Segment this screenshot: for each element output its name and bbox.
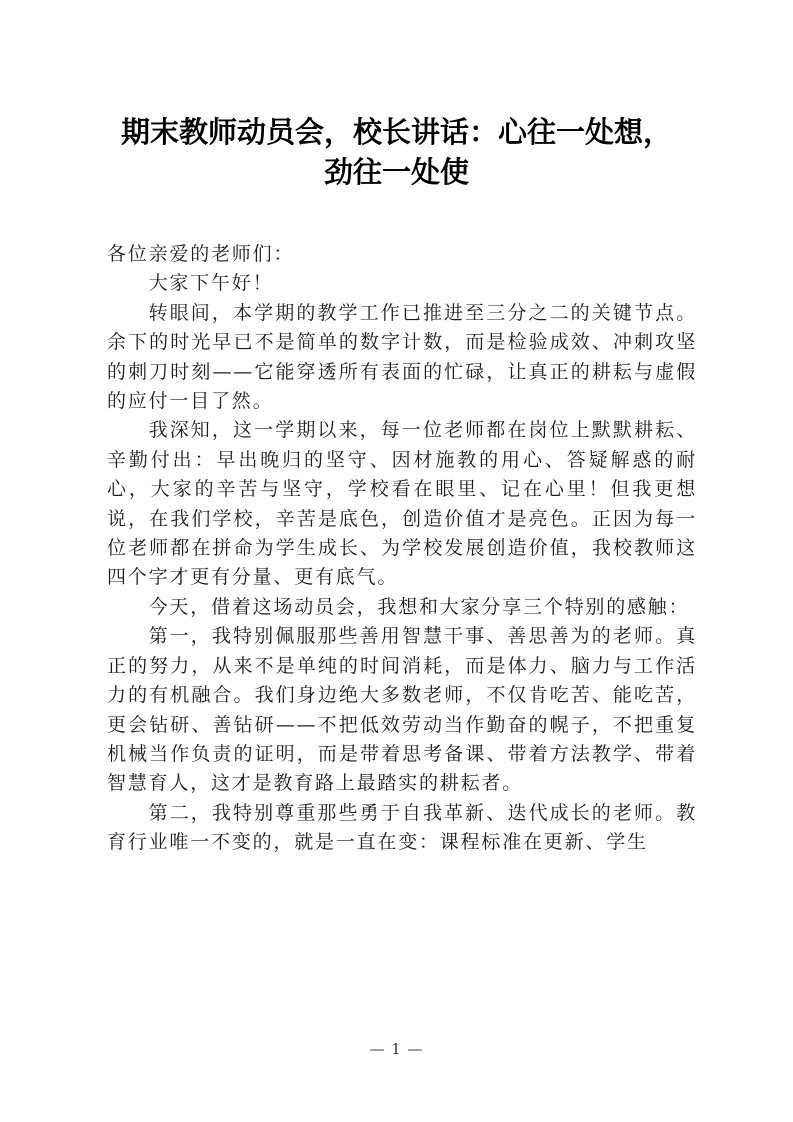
title-line-2: 劲往一处使 [323, 155, 469, 189]
greeting-paragraph: 大家下午好！ [148, 272, 274, 295]
title-line-1: 期末教师动员会，校长讲话：心往一处想， [120, 115, 672, 149]
paragraph: 转眼间，本学期的教学工作已推进至三分之二的关键节点。余下的时光早已不是简单的数字计数，而是检验成效、冲刺攻坚的刺刀时刻——它能穿透所有表面的忙碌，让真正的耕耘与虚假的应付一目了然。 [107, 301, 697, 413]
paragraph: 第二，我特别尊重那些勇于自我革新、迭代成长的老师。教育行业唯一不变的，就是一直在变：课程标准在更新、学生 [107, 801, 697, 854]
paragraph: 第一，我特别佩服那些善用智慧干事、善思善为的老师。真正的努力，从来不是单纯的时间消耗，而是体力、脑力与工作活力的有机融合。我们身边绝大多数老师，不仅肯吃苦、能吃苦，更会钻研、善钻研——不把低效劳动当作勤奋的幌子，不把重复机械当作负责的证明，而是带着思考备课、带着方法教学、带着智慧育人，这才是教育路上最踏实的耕耘者。 [107, 625, 697, 795]
paragraph: 我深知，这一学期以来，每一位老师都在岗位上默默耕耘、辛勤付出：早出晚归的坚守、因材施教的用心、答疑解惑的耐心，大家的辛苦与坚守，学校看在眼里、记在心里！但我更想说，在我们学校，辛苦是底色，创造价值才是亮色。正因为每一位老师都在拼命为学生成长、为学校发展创造价值，我校教师这四个字才更有分量、更有底气。 [107, 419, 697, 589]
document-title [100, 112, 693, 192]
paragraph: 今天，借着这场动员会，我想和大家分享三个特别的感触： [148, 595, 690, 618]
salutation: 各位亲爱的老师们： [107, 243, 295, 265]
page-number: — 1 — [369, 1040, 424, 1058]
document-body [107, 240, 697, 858]
